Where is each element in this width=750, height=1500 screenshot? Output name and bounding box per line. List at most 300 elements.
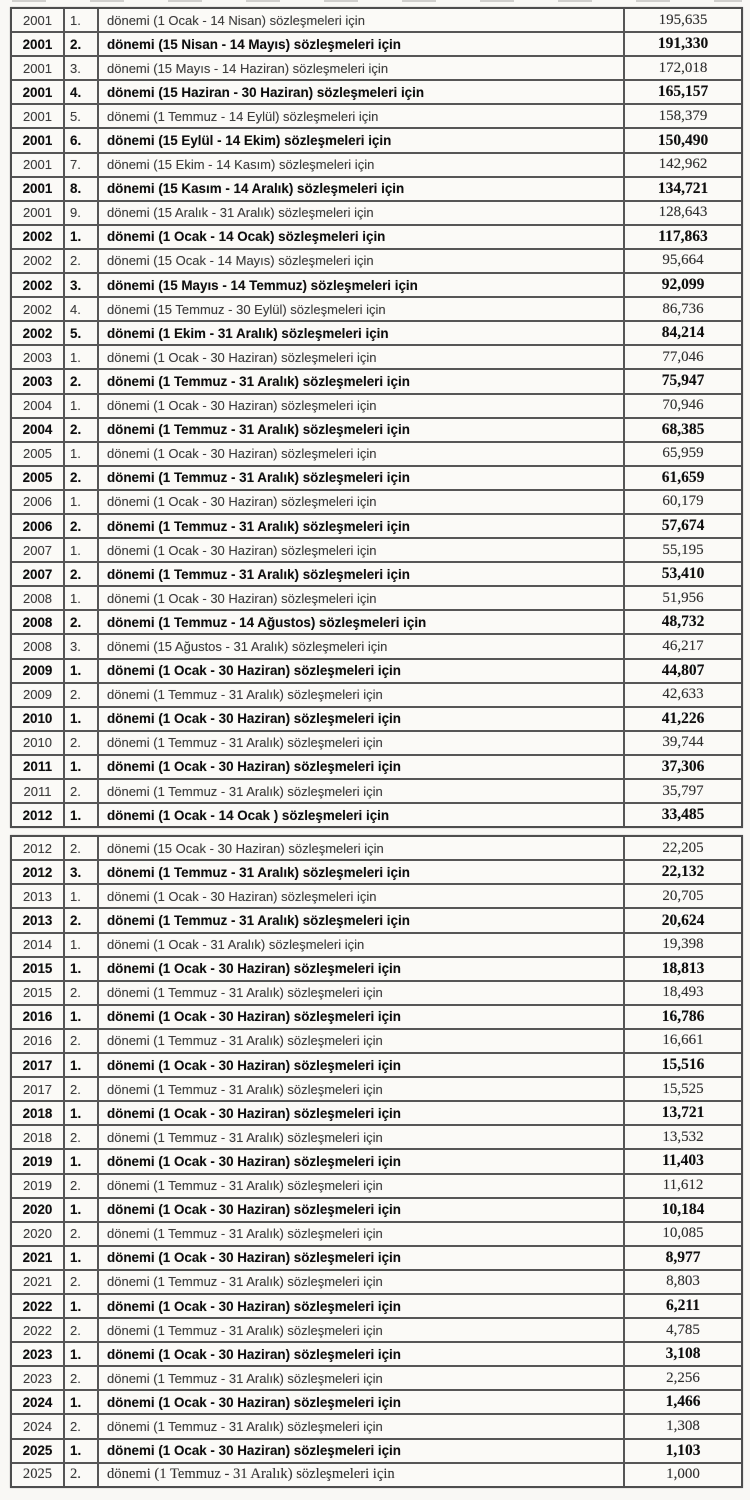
table-row — [12, 296, 741, 320]
period-description-cell: dönemi (1 Ocak - 30 Haziran) sözleşmeleri için — [99, 660, 625, 682]
period-description-cell: dönemi (1 Temmuz - 31 Aralık) sözleşmeleri için — [99, 370, 625, 392]
period-number-cell: 1. — [65, 346, 99, 368]
year-cell: 2018 — [12, 1102, 65, 1124]
table-row — [12, 1365, 741, 1389]
period-number-cell: 1. — [65, 660, 99, 682]
year-cell: 2001 — [12, 105, 65, 127]
period-number-cell: 1. — [65, 1295, 99, 1317]
table-row — [12, 1389, 741, 1413]
period-number-cell: 1. — [65, 1054, 99, 1076]
period-description-cell: dönemi (1 Temmuz - 31 Aralık) sözleşmeleri için — [99, 1464, 625, 1486]
period-number-cell: 2. — [65, 419, 99, 441]
table-row — [12, 272, 741, 296]
period-description-cell: dönemi (1 Temmuz - 31 Aralık) sözleşmeleri için — [99, 419, 625, 441]
year-cell: 2017 — [12, 1078, 65, 1100]
period-number-cell: 1. — [65, 491, 99, 513]
value-cell: 10,085 — [662, 1225, 704, 1242]
period-number-cell: 1. — [65, 1150, 99, 1172]
value-cell: 61,659 — [661, 468, 705, 486]
value-cell: 20,624 — [661, 911, 705, 929]
table-row — [12, 1269, 741, 1293]
year-cell: 2001 — [12, 178, 65, 200]
table-segment-1 — [10, 7, 743, 828]
period-description-cell: dönemi (15 Temmuz - 30 Eylül) sözleşmeleri için — [99, 298, 625, 320]
period-description-cell: dönemi (1 Ocak - 30 Haziran) sözleşmeleri için — [99, 756, 625, 778]
year-cell: 2014 — [12, 934, 65, 956]
period-description-cell: dönemi (1 Temmuz - 31 Aralık) sözleşmeleri için — [99, 1175, 625, 1197]
period-number-cell: 2. — [65, 515, 99, 537]
table-row — [12, 658, 741, 682]
period-number-cell: 1. — [65, 885, 99, 907]
value-cell: 22,132 — [661, 863, 705, 881]
period-number-cell: 2. — [65, 1319, 99, 1341]
table-row — [12, 1317, 741, 1341]
year-cell: 2005 — [12, 443, 65, 465]
period-number-cell: 4. — [65, 298, 99, 320]
period-number-cell: 1. — [65, 1102, 99, 1124]
period-number-cell: 1. — [65, 958, 99, 980]
table-row — [12, 1341, 741, 1365]
period-description-cell: dönemi (1 Ocak - 30 Haziran) sözleşmeleri için — [99, 1343, 625, 1365]
period-number-cell: 2. — [65, 982, 99, 1004]
value-cell: 158,379 — [658, 107, 708, 124]
period-description-cell: dönemi (1 Temmuz - 31 Aralık) sözleşmeleri için — [99, 909, 625, 931]
value-cell: 33,485 — [661, 806, 705, 824]
table-row — [12, 1100, 741, 1124]
value-cell: 128,643 — [658, 204, 708, 221]
table-row — [12, 537, 741, 561]
period-number-cell: 2. — [65, 250, 99, 272]
year-cell: 2013 — [12, 909, 65, 931]
table-row — [12, 489, 741, 513]
table-row — [12, 441, 741, 465]
year-cell: 2025 — [12, 1440, 65, 1462]
value-cell: 165,157 — [657, 83, 709, 101]
period-number-cell: 2. — [65, 1464, 99, 1486]
period-number-cell: 1. — [65, 1391, 99, 1413]
value-cell: 75,947 — [661, 372, 705, 390]
period-description-cell: dönemi (15 Haziran - 30 Haziran) sözleşmeleri için — [99, 81, 625, 103]
table-row — [12, 1462, 741, 1486]
table-row — [12, 682, 741, 706]
table-row — [12, 706, 741, 730]
value-cell: 16,786 — [661, 1007, 705, 1025]
table-row — [12, 176, 741, 200]
table-row — [12, 417, 741, 441]
period-number-cell: 2. — [65, 563, 99, 585]
table-row — [12, 907, 741, 931]
period-number-cell: 1. — [65, 539, 99, 561]
table-row — [12, 1245, 741, 1269]
table-row — [12, 344, 741, 368]
period-description-cell: dönemi (1 Ocak - 30 Haziran) sözleşmeleri için — [99, 395, 625, 417]
period-description-cell: dönemi (15 Ocak - 14 Mayıs) sözleşmeleri için — [99, 250, 625, 272]
value-cell: 134,721 — [657, 179, 709, 197]
value-cell: 42,633 — [662, 686, 704, 703]
period-number-cell: 7. — [65, 154, 99, 176]
year-cell: 2010 — [12, 708, 65, 730]
period-description-cell: dönemi (1 Temmuz - 14 Eylül) sözleşmeleri için — [99, 105, 625, 127]
year-cell: 2012 — [12, 837, 65, 859]
value-cell: 11,403 — [662, 1152, 704, 1170]
table-row — [12, 248, 741, 272]
table-row — [12, 633, 741, 657]
year-cell: 2001 — [12, 9, 65, 31]
table-row — [12, 200, 741, 224]
table-row — [12, 79, 741, 103]
period-number-cell: 2. — [65, 611, 99, 633]
value-cell: 57,674 — [661, 517, 705, 535]
value-cell: 92,099 — [661, 276, 705, 294]
period-description-cell: dönemi (15 Mayıs - 14 Temmuz) sözleşmeleri için — [99, 274, 625, 296]
value-cell: 13,721 — [661, 1104, 705, 1122]
period-description-cell: dönemi (1 Ocak - 30 Haziran) sözleşmeleri için — [99, 491, 625, 513]
year-cell: 2012 — [12, 861, 65, 883]
period-description-cell: dönemi (1 Ocak - 14 Ocak ) sözleşmeleri için — [99, 804, 625, 826]
value-cell: 8,977 — [665, 1248, 701, 1266]
period-description-cell: dönemi (1 Ocak - 30 Haziran) sözleşmeleri için — [99, 1391, 625, 1413]
year-cell: 2019 — [12, 1175, 65, 1197]
year-cell: 2001 — [12, 154, 65, 176]
year-cell: 2016 — [12, 1030, 65, 1052]
year-cell: 2001 — [12, 81, 65, 103]
period-number-cell: 2. — [65, 1030, 99, 1052]
value-cell: 195,635 — [658, 11, 708, 28]
period-description-cell: dönemi (1 Temmuz - 31 Aralık) sözleşmeleri için — [99, 1367, 625, 1389]
year-cell: 2005 — [12, 467, 65, 489]
period-number-cell: 1. — [65, 1006, 99, 1028]
period-number-cell: 1. — [65, 9, 99, 31]
scan-artifact — [12, 0, 742, 2]
value-cell: 22,205 — [662, 839, 704, 856]
year-cell: 2023 — [12, 1367, 65, 1389]
period-number-cell: 2. — [65, 1223, 99, 1245]
period-number-cell: 3. — [65, 861, 99, 883]
value-cell: 117,863 — [658, 227, 708, 245]
period-description-cell: dönemi (15 Kasım - 14 Aralık) sözleşmeleri için — [99, 178, 625, 200]
period-description-cell: dönemi (1 Ocak - 30 Haziran) sözleşmeleri için — [99, 346, 625, 368]
year-cell: 2004 — [12, 395, 65, 417]
table-row — [12, 465, 741, 489]
period-number-cell: 2. — [65, 33, 99, 55]
table-row — [12, 368, 741, 392]
year-cell: 2011 — [12, 756, 65, 778]
value-cell: 10,184 — [661, 1200, 705, 1218]
period-description-cell: dönemi (1 Ekim - 31 Aralık) sözleşmeleri için — [99, 322, 625, 344]
period-description-cell: dönemi (1 Ocak - 31 Aralık) sözleşmeleri için — [99, 934, 625, 956]
value-cell: 37,306 — [661, 757, 705, 775]
value-cell: 55,195 — [662, 541, 704, 558]
table-row — [12, 932, 741, 956]
period-number-cell: 2. — [65, 1175, 99, 1197]
table-row — [12, 883, 741, 907]
period-number-cell: 2. — [65, 909, 99, 931]
table-row — [12, 585, 741, 609]
period-number-cell: 8. — [65, 178, 99, 200]
value-cell: 1,466 — [665, 1393, 701, 1411]
year-cell: 2009 — [12, 684, 65, 706]
value-cell: 191,330 — [657, 35, 709, 53]
year-cell: 2008 — [12, 611, 65, 633]
value-cell: 142,962 — [658, 156, 708, 173]
period-description-cell: dönemi (1 Ocak - 30 Haziran) sözleşmeleri için — [99, 958, 625, 980]
table-row — [12, 956, 741, 980]
period-description-cell: dönemi (1 Temmuz - 31 Aralık) sözleşmeleri için — [99, 1271, 625, 1293]
table-row — [12, 320, 741, 344]
year-cell: 2001 — [12, 202, 65, 224]
value-cell: 68,385 — [661, 420, 705, 438]
year-cell: 2024 — [12, 1391, 65, 1413]
table-row — [12, 513, 741, 537]
table-row — [12, 9, 741, 31]
year-cell: 2009 — [12, 660, 65, 682]
value-cell: 86,736 — [662, 300, 704, 317]
value-cell: 48,732 — [661, 613, 705, 631]
period-number-cell: 2. — [65, 370, 99, 392]
year-cell: 2019 — [12, 1150, 65, 1172]
year-cell: 2010 — [12, 732, 65, 754]
value-cell: 65,959 — [662, 445, 704, 462]
period-description-cell: dönemi (1 Temmuz - 31 Aralık) sözleşmeleri için — [99, 780, 625, 802]
period-number-cell: 3. — [65, 274, 99, 296]
year-cell: 2011 — [12, 780, 65, 802]
period-number-cell: 1. — [65, 1247, 99, 1269]
period-number-cell: 1. — [65, 708, 99, 730]
year-cell: 2001 — [12, 33, 65, 55]
year-cell: 2004 — [12, 419, 65, 441]
period-description-cell: dönemi (1 Temmuz - 31 Aralık) sözleşmeleri için — [99, 1223, 625, 1245]
period-description-cell: dönemi (1 Temmuz - 31 Aralık) sözleşmeleri için — [99, 563, 625, 585]
table-row — [12, 1173, 741, 1197]
period-number-cell: 2. — [65, 684, 99, 706]
value-cell: 19,398 — [662, 936, 704, 953]
period-description-cell: dönemi (1 Ocak - 30 Haziran) sözleşmeleri için — [99, 1295, 625, 1317]
value-cell: 15,516 — [661, 1056, 705, 1074]
table-row — [12, 103, 741, 127]
period-number-cell: 1. — [65, 1343, 99, 1365]
period-description-cell: dönemi (1 Temmuz - 31 Aralık) sözleşmeleri için — [99, 1078, 625, 1100]
period-description-cell: dönemi (1 Temmuz - 14 Ağustos) sözleşmeleri için — [99, 611, 625, 633]
value-cell: 84,214 — [661, 324, 705, 342]
value-cell: 4,785 — [666, 1321, 700, 1338]
year-cell: 2018 — [12, 1126, 65, 1148]
table-row — [12, 1221, 741, 1245]
value-cell: 1,000 — [666, 1466, 700, 1483]
year-cell: 2003 — [12, 370, 65, 392]
year-cell: 2001 — [12, 129, 65, 151]
period-number-cell: 1. — [65, 1440, 99, 1462]
value-cell: 15,525 — [662, 1080, 704, 1097]
table-row — [12, 1438, 741, 1462]
table-row — [12, 859, 741, 883]
value-cell: 172,018 — [658, 59, 708, 76]
year-cell: 2022 — [12, 1295, 65, 1317]
table-row — [12, 802, 741, 826]
table-row — [12, 1052, 741, 1076]
period-description-cell: dönemi (1 Ocak - 30 Haziran) sözleşmeleri için — [99, 539, 625, 561]
year-cell: 2016 — [12, 1006, 65, 1028]
period-number-cell: 1. — [65, 395, 99, 417]
period-number-cell: 6. — [65, 129, 99, 151]
period-description-cell: dönemi (1 Ocak - 14 Nisan) sözleşmeleri için — [99, 9, 625, 31]
period-description-cell: dönemi (1 Temmuz - 31 Aralık) sözleşmeleri için — [99, 1030, 625, 1052]
period-number-cell: 5. — [65, 105, 99, 127]
period-number-cell: 2. — [65, 1126, 99, 1148]
period-number-cell: 9. — [65, 202, 99, 224]
value-cell: 44,807 — [661, 661, 705, 679]
value-cell: 18,493 — [662, 984, 704, 1001]
year-cell: 2002 — [12, 250, 65, 272]
period-description-cell: dönemi (15 Eylül - 14 Ekim) sözleşmeleri için — [99, 129, 625, 151]
value-cell: 20,705 — [662, 887, 704, 904]
period-description-cell: dönemi (1 Ocak - 30 Haziran) sözleşmeleri için — [99, 587, 625, 609]
period-description-cell: dönemi (1 Ocak - 30 Haziran) sözleşmeleri için — [99, 885, 625, 907]
value-cell: 18,813 — [661, 959, 705, 977]
table-row — [12, 1028, 741, 1052]
period-number-cell: 1. — [65, 804, 99, 826]
value-cell: 39,744 — [662, 734, 704, 751]
year-cell: 2002 — [12, 274, 65, 296]
year-cell: 2023 — [12, 1343, 65, 1365]
period-description-cell: dönemi (15 Nisan - 14 Mayıs) sözleşmeleri için — [99, 33, 625, 55]
period-description-cell: dönemi (1 Temmuz - 31 Aralık) sözleşmeleri için — [99, 467, 625, 489]
value-cell: 150,490 — [657, 131, 709, 149]
value-cell: 3,108 — [665, 1345, 701, 1363]
period-number-cell: 1. — [65, 756, 99, 778]
table-row — [12, 31, 741, 55]
table-row — [12, 837, 741, 859]
table-row — [12, 1076, 741, 1100]
period-description-cell: dönemi (1 Ocak - 14 Ocak) sözleşmeleri için — [99, 226, 625, 248]
period-description-cell: dönemi (1 Ocak - 30 Haziran) sözleşmeleri için — [99, 1054, 625, 1076]
value-cell: 2,256 — [666, 1369, 700, 1386]
table-row — [12, 127, 741, 151]
period-number-cell: 3. — [65, 57, 99, 79]
table-row — [12, 609, 741, 633]
value-cell: 41,226 — [661, 709, 705, 727]
year-cell: 2002 — [12, 298, 65, 320]
table-row — [12, 1197, 741, 1221]
year-cell: 2007 — [12, 563, 65, 585]
year-cell: 2017 — [12, 1054, 65, 1076]
year-cell: 2024 — [12, 1415, 65, 1437]
year-cell: 2002 — [12, 322, 65, 344]
value-cell: 16,661 — [662, 1032, 704, 1049]
period-number-cell: 1. — [65, 443, 99, 465]
year-cell: 2008 — [12, 587, 65, 609]
period-description-cell: dönemi (1 Temmuz - 31 Aralık) sözleşmeleri için — [99, 732, 625, 754]
period-number-cell: 2. — [65, 1271, 99, 1293]
period-description-cell: dönemi (1 Temmuz - 31 Aralık) sözleşmeleri için — [99, 515, 625, 537]
period-description-cell: dönemi (1 Temmuz - 31 Aralık) sözleşmeleri için — [99, 684, 625, 706]
year-cell: 2015 — [12, 958, 65, 980]
period-number-cell: 3. — [65, 635, 99, 657]
period-description-cell: dönemi (15 Ekim - 14 Kasım) sözleşmeleri için — [99, 154, 625, 176]
table-row — [12, 1124, 741, 1148]
value-cell: 53,410 — [661, 565, 705, 583]
value-cell: 1,308 — [666, 1417, 700, 1434]
period-number-cell: 2. — [65, 732, 99, 754]
value-cell: 77,046 — [662, 348, 704, 365]
value-cell: 8,803 — [666, 1273, 700, 1290]
period-number-cell: 2. — [65, 1078, 99, 1100]
period-description-cell: dönemi (1 Ocak - 30 Haziran) sözleşmeleri için — [99, 1440, 625, 1462]
year-cell: 2003 — [12, 346, 65, 368]
value-cell: 95,664 — [662, 252, 704, 269]
table-row — [12, 561, 741, 585]
value-cell: 46,217 — [662, 637, 704, 654]
period-number-cell: 2. — [65, 780, 99, 802]
value-cell: 6,211 — [665, 1297, 701, 1315]
period-description-cell: dönemi (15 Ağustos - 31 Aralık) sözleşmeleri için — [99, 635, 625, 657]
period-description-cell: dönemi (1 Ocak - 30 Haziran) sözleşmeleri için — [99, 443, 625, 465]
table-row — [12, 1004, 741, 1028]
period-description-cell: dönemi (1 Ocak - 30 Haziran) sözleşmeleri için — [99, 708, 625, 730]
value-cell: 13,532 — [662, 1128, 704, 1145]
year-cell: 2002 — [12, 226, 65, 248]
table-row — [12, 393, 741, 417]
period-number-cell: 2. — [65, 1415, 99, 1437]
year-cell: 2001 — [12, 57, 65, 79]
year-cell: 2020 — [12, 1223, 65, 1245]
table-row — [12, 980, 741, 1004]
table-segment-2 — [10, 835, 743, 1488]
value-cell: 35,797 — [662, 782, 704, 799]
period-number-cell: 5. — [65, 322, 99, 344]
year-cell: 2025 — [12, 1464, 65, 1486]
period-description-cell: dönemi (1 Temmuz - 31 Aralık) sözleşmeleri için — [99, 1126, 625, 1148]
period-description-cell: dönemi (1 Ocak - 30 Haziran) sözleşmeleri için — [99, 1006, 625, 1028]
period-description-cell: dönemi (15 Mayıs - 14 Haziran) sözleşmeleri için — [99, 57, 625, 79]
period-description-cell: dönemi (15 Aralık - 31 Aralık) sözleşmeleri için — [99, 202, 625, 224]
period-description-cell: dönemi (1 Ocak - 30 Haziran) sözleşmeleri için — [99, 1199, 625, 1221]
year-cell: 2021 — [12, 1271, 65, 1293]
period-description-cell: dönemi (1 Temmuz - 31 Aralık) sözleşmeleri için — [99, 861, 625, 883]
period-number-cell: 4. — [65, 81, 99, 103]
value-cell: 11,612 — [662, 1177, 704, 1194]
value-cell: 60,179 — [662, 493, 704, 510]
year-cell: 2020 — [12, 1199, 65, 1221]
period-number-cell: 1. — [65, 587, 99, 609]
value-cell: 51,956 — [662, 589, 704, 606]
table-row — [12, 1293, 741, 1317]
period-number-cell: 2. — [65, 467, 99, 489]
period-description-cell: dönemi (1 Ocak - 30 Haziran) sözleşmeleri için — [99, 1150, 625, 1172]
table-row — [12, 730, 741, 754]
table-row — [12, 1413, 741, 1437]
table-row — [12, 152, 741, 176]
period-number-cell: 1. — [65, 934, 99, 956]
period-description-cell: dönemi (15 Ocak - 30 Haziran) sözleşmeleri için — [99, 837, 625, 859]
year-cell: 2022 — [12, 1319, 65, 1341]
period-description-cell: dönemi (1 Ocak - 30 Haziran) sözleşmeleri için — [99, 1102, 625, 1124]
period-number-cell: 2. — [65, 1367, 99, 1389]
table-row — [12, 1148, 741, 1172]
value-cell: 1,103 — [665, 1441, 701, 1459]
table-row — [12, 55, 741, 79]
year-cell: 2006 — [12, 491, 65, 513]
period-description-cell: dönemi (1 Temmuz - 31 Aralık) sözleşmeleri için — [99, 1319, 625, 1341]
period-description-cell: dönemi (1 Temmuz - 31 Aralık) sözleşmeleri için — [99, 982, 625, 1004]
period-description-cell: dönemi (1 Temmuz - 31 Aralık) sözleşmeleri için — [99, 1415, 625, 1437]
table-row — [12, 754, 741, 778]
period-description-cell: dönemi (1 Ocak - 30 Haziran) sözleşmeleri için — [99, 1247, 625, 1269]
year-cell: 2013 — [12, 885, 65, 907]
year-cell: 2007 — [12, 539, 65, 561]
year-cell: 2012 — [12, 804, 65, 826]
period-number-cell: 1. — [65, 1199, 99, 1221]
table-row — [12, 778, 741, 802]
